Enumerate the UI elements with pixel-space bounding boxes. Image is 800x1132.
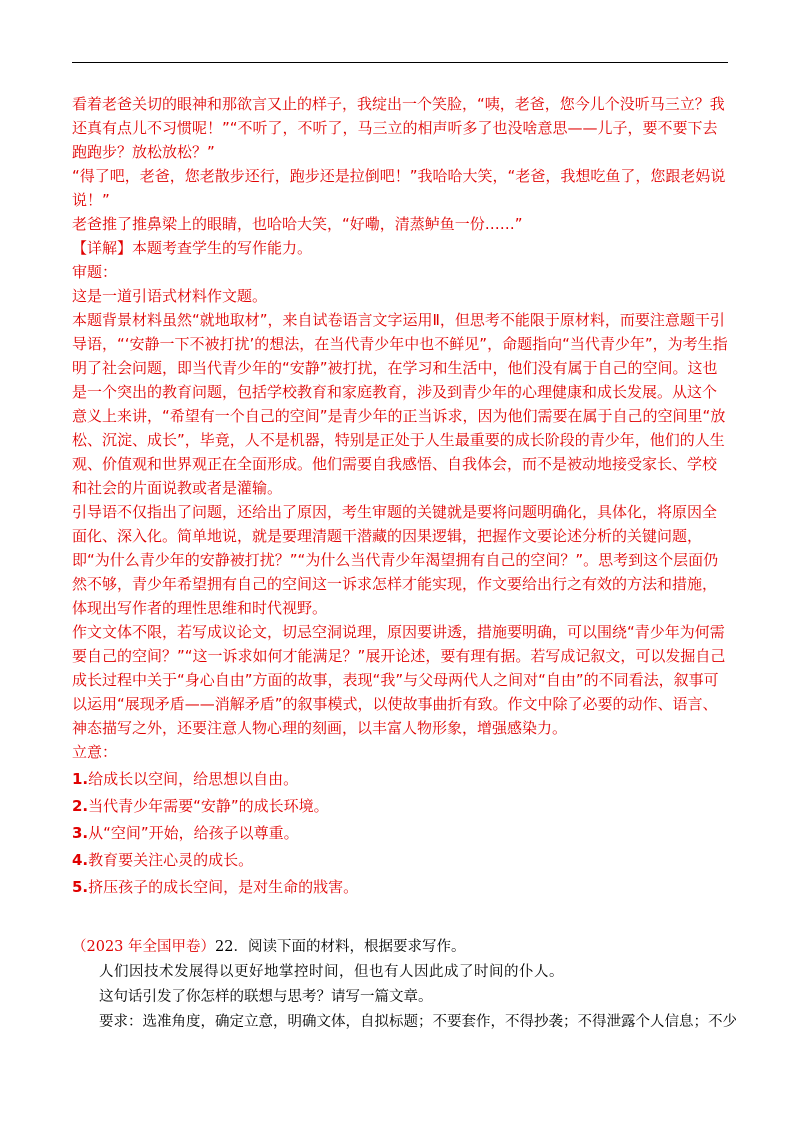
- point-text: 当代青少年需要“安静”的成长环境。: [88, 797, 329, 815]
- dialogue-paragraph: 看着老爸关切的眼神和那欲言又止的样子，我绽出一个笑脸，“咦，老爸，您今儿个没听马三立？我还真有点儿不习惯呢！”“不听了，不听了，马三立的相声听多了也没啥意思——儿子，要不要下去跑跑步？放松放松？”: [72, 95, 725, 161]
- point-number: 1.: [72, 770, 89, 788]
- dialogue-paragraph: 老爸推了推鼻梁上的眼睛，也哈哈大笑，“好嘞，清蒸鲈鱼一份……”: [72, 215, 523, 233]
- question-material: 人们因技术发展得以更好地掌控时间，但也有人因此成了时间的仆人。: [99, 964, 564, 980]
- list-item: [72, 820, 728, 847]
- liyi-label: 立意：: [72, 743, 118, 761]
- list-item: [72, 766, 728, 793]
- point-number: 4.: [72, 851, 89, 869]
- question-prompt: 这句话引发了你怎样的联想与思考？请写一篇文章。: [99, 989, 433, 1005]
- shenti-label: 审题：: [72, 263, 118, 281]
- point-number: 5.: [72, 878, 89, 896]
- point-number: 3.: [72, 824, 89, 842]
- point-text: 从“空间”开始，给孩子以尊重。: [88, 824, 299, 842]
- dialogue-paragraph: “得了吧，老爸，您老散步还行，跑步还是拉倒吧！”我哈哈大笑，“老爸，我想吃鱼了，您跟老妈说说！”: [72, 167, 726, 209]
- list-item: [72, 847, 728, 874]
- question-title: [72, 935, 728, 960]
- analysis-paragraph: 引导语不仅指出了问题，还给出了原因，考生审题的关键就是要将问题明确化，具体化，将原因全面化、深入化。简单地说，就是要理清题干潜藏的因果逻辑，把握作文要论述分析的关键问题，即“为什么青少年的安静被打扰？”“为什么当代青少年渴望拥有自己的空间？”。思考到这个层面仍然不够，青少年希望拥有自己的空间这一诉求怎样才能实现，作文要给出行之有效的方法和措施，体现出写作者的理性思维和时代视野。: [72, 503, 719, 617]
- analysis-paragraph: 作文文体不限，若写成议论文，切忌空洞说理，原因要讲透，措施要明确，可以围绕“青少年为何需要自己的空间？”“这一诉求如何才能满足？”展开论述，要有理有据。若写成记叙文，可以发掘自己成长过程中关于“身心自由”方面的故事，表现“我”与父母两代人之间对“自由”的不同看法，叙事可以运用“展现矛盾——消解矛盾”的叙事模式，以使故事曲折有致。作文中除了必要的动作、语言、神态描写之外，还要注意人物心理的刻画，以丰富人物形象，增强感染力。: [72, 623, 726, 737]
- point-text: 教育要关注心灵的成长。: [88, 851, 254, 869]
- point-text: 给成长以空间，给思想以自由。: [88, 770, 299, 788]
- point-text: 挤压孩子的成长空间，是对生命的戕害。: [88, 878, 359, 896]
- list-item: [72, 793, 728, 820]
- point-number: 2.: [72, 797, 89, 815]
- analysis-paragraph: 本题背景材料虽然“就地取材”，来自试卷语言文字运用Ⅱ，但思考不能限于原材料，而要注意题干引导语，“‘安静一下不被打扰’的想法，在当代青少年中也不鲜见”，命题指向“当代青少年”，为考生指明了社会问题，即当代青少年的“安静”被打扰，在学习和生活中，他们没有属于自己的空间。这也是一个突出的教育问题，包括学校教育和家庭教育，涉及到青少年的心理健康和成长发展。从这个意义上来讲，“希望有一个自己的空间”是青少年的正当诉求，因为他们需要在属于自己的空间里“放松、沉淀、成长”，毕竟，人不是机器，特别是正处于人生最重要的成长阶段的青少年，他们的人生观、价值观和世界观正在全面形成。他们需要自我感悟、自我体会，而不是被动地接受家长、学校和社会的片面说教或者是灌输。: [72, 311, 728, 497]
- question-requirements: 要求：选准角度，确定立意，明确文体，自拟标题；不要套作，不得抄袭；不得泄露个人信息；不少: [99, 1014, 737, 1030]
- detail-heading: 【详解】本题考查学生的写作能力。: [72, 239, 313, 257]
- answer-section: [72, 92, 728, 901]
- list-item: [72, 874, 728, 901]
- question-section: [72, 935, 737, 1035]
- header-rule: [72, 62, 728, 63]
- question-number: 22．阅读下面的材料，根据要求写作。: [215, 939, 466, 955]
- points-list: [72, 766, 728, 901]
- analysis-paragraph: 这是一道引语式材料作文题。: [72, 287, 268, 305]
- question-source: （2023 年全国甲卷）: [72, 939, 216, 955]
